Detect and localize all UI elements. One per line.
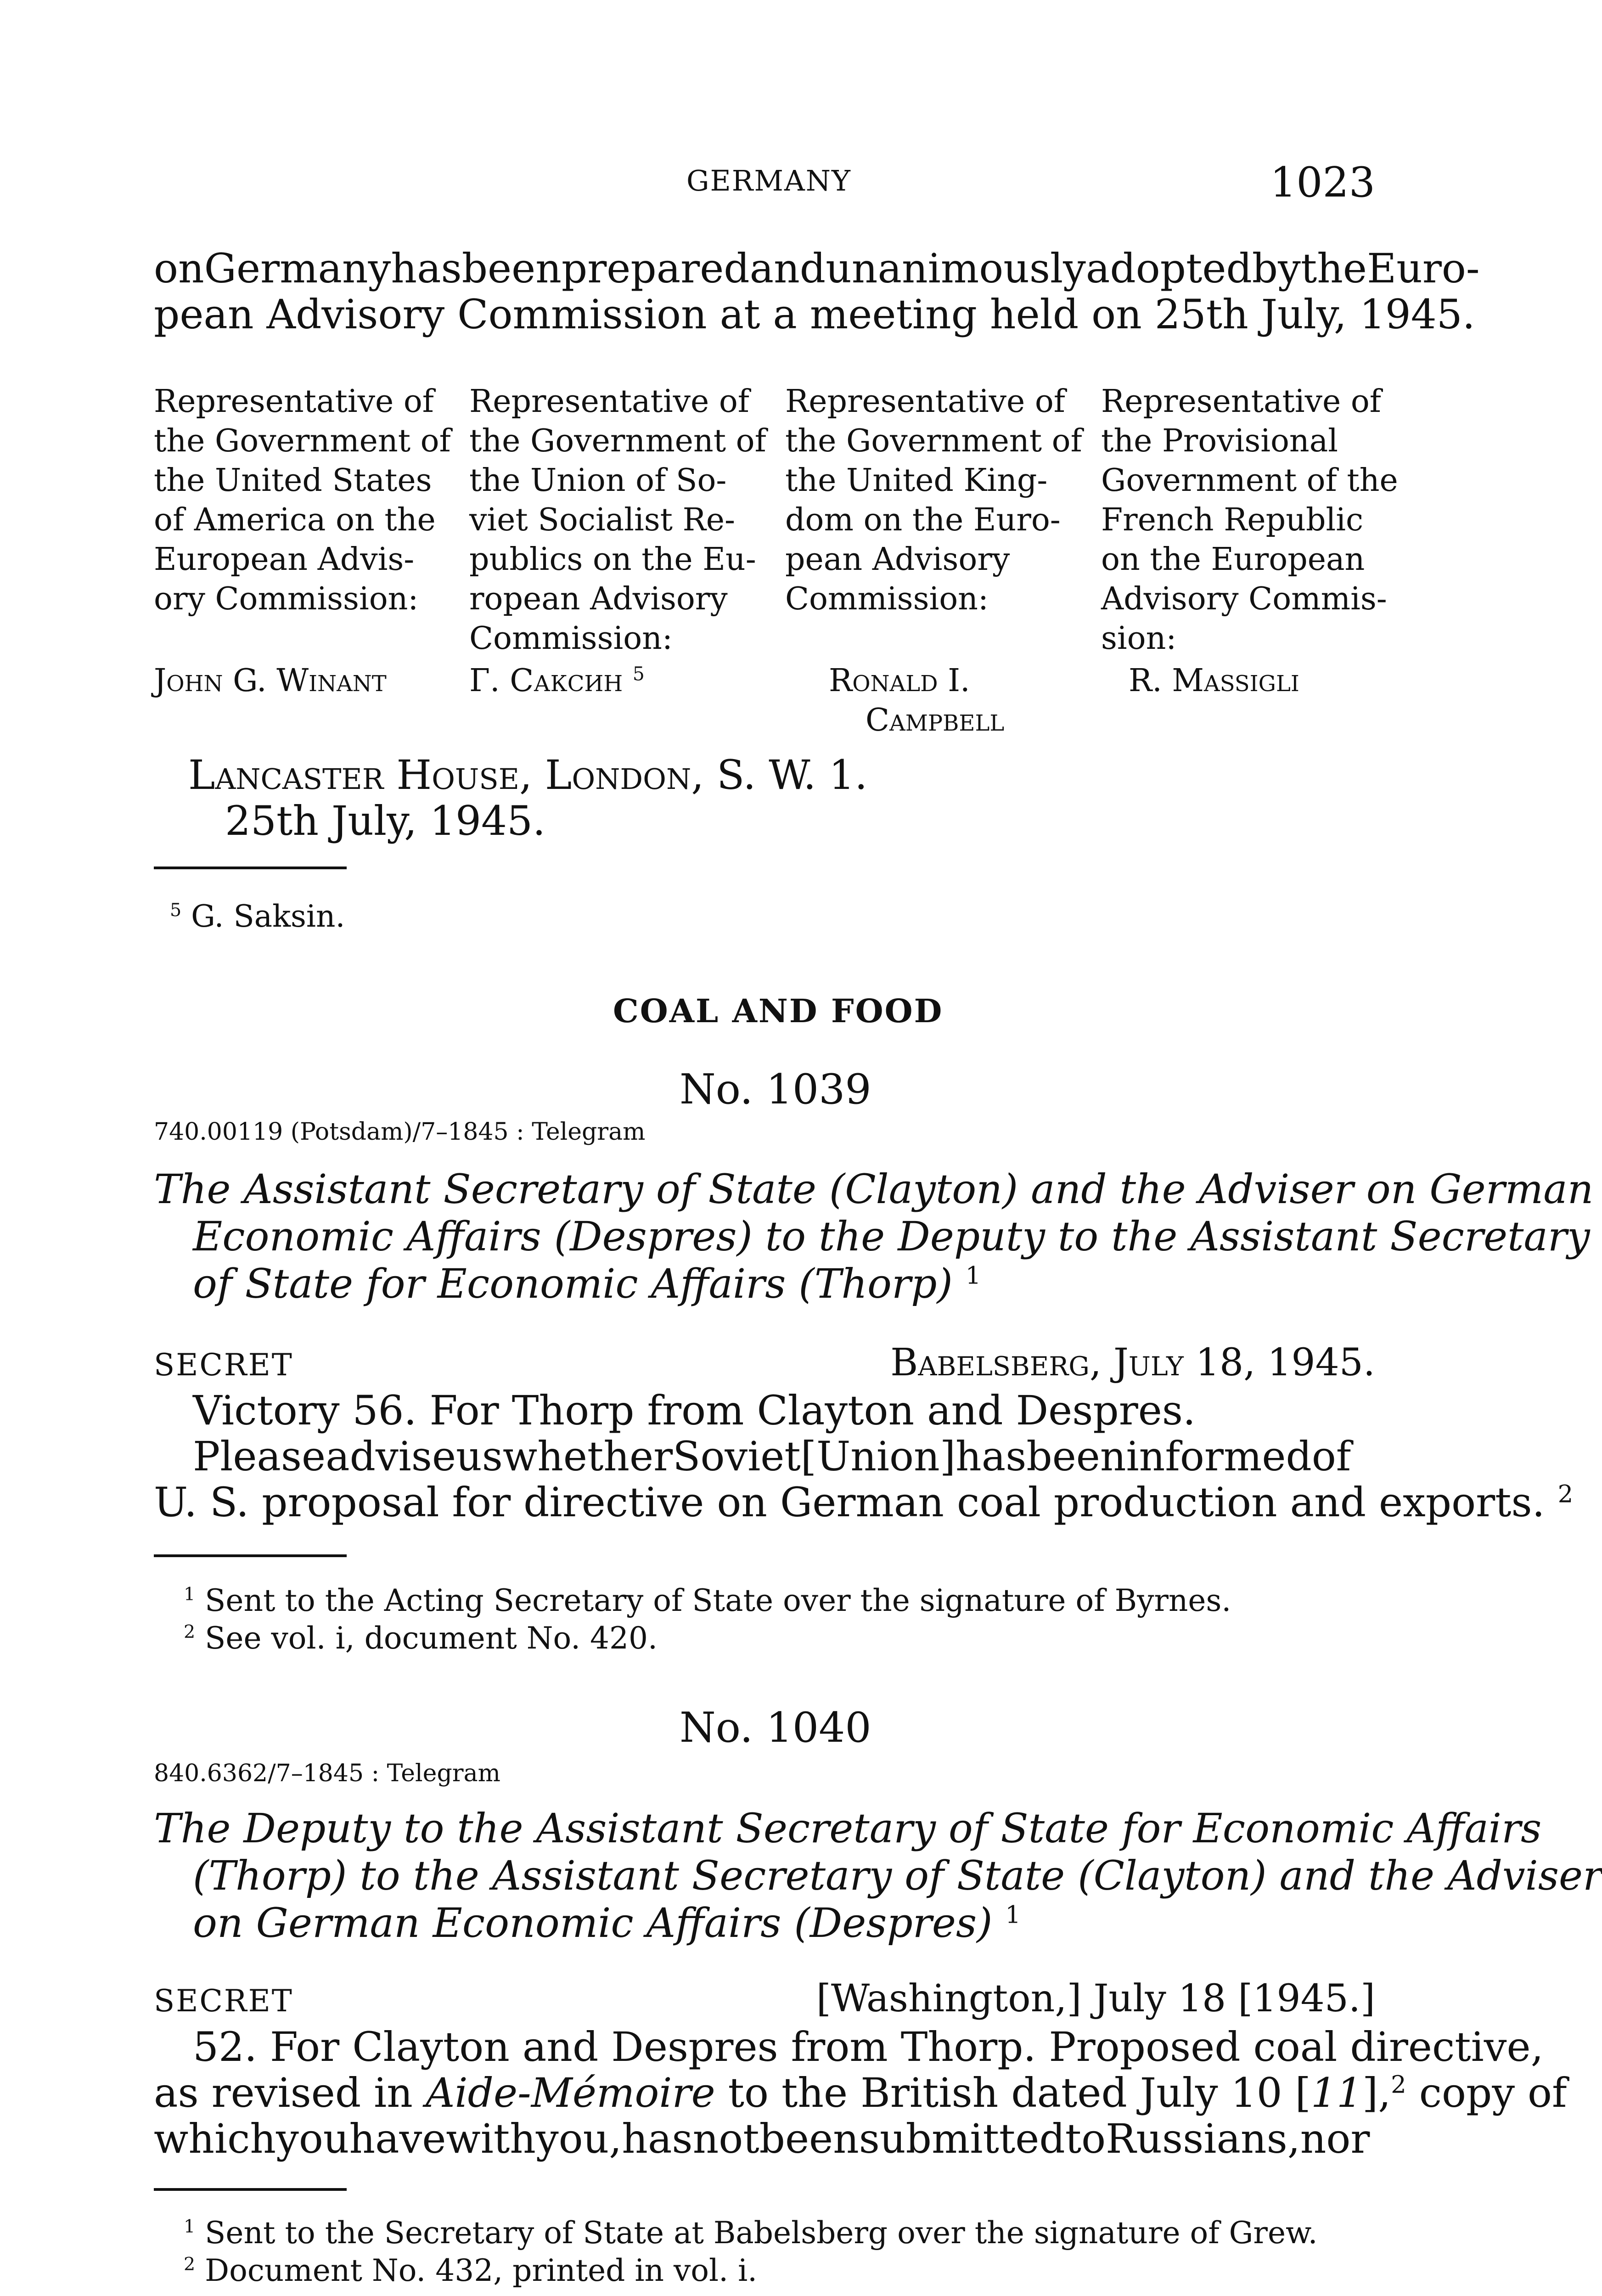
signatory-us: [154, 382, 451, 701]
signatory-text: of America on the: [154, 502, 436, 538]
footnote-marker: 2: [184, 1621, 196, 1643]
dateline-row: [154, 1977, 1375, 2023]
signatory-name-row: [469, 661, 749, 701]
intro-paragraph: [154, 245, 1480, 338]
signatory-text: on the European: [1101, 541, 1365, 578]
document-number: No. 1040: [680, 1704, 871, 1752]
signatory-text: the Union of So-: [469, 462, 727, 499]
signatory-text: ory Commission:: [154, 581, 419, 617]
running-head-title: GERMANY: [686, 164, 851, 197]
footnote-2: [184, 1620, 658, 1657]
footnote-rule: [154, 2188, 347, 2191]
signatory-text: viet Socialist Re-: [469, 502, 735, 538]
title-line: Economic Affairs (Despres) to the Deputy to the Assistant Secretary: [193, 1213, 1590, 1260]
signatory-text: pean Advisory: [785, 541, 1010, 578]
title-line: The Deputy to the Assistant Secretary of State for Economic Affairs: [154, 1805, 1542, 1852]
place-date-text: Babelsberg, July 18, 1945.: [890, 1341, 1375, 1384]
footnote-marker: 1: [965, 1261, 981, 1290]
title-line-row: [154, 1899, 1375, 1947]
signatory-text: the Government of: [154, 423, 451, 459]
document-body: [154, 2023, 1567, 2162]
body-italic: 11: [1310, 2069, 1362, 2116]
running-head: [154, 158, 1375, 214]
signatory-text: Representative of: [785, 383, 1065, 420]
signatory-text: Representative of: [1101, 383, 1381, 420]
intro-line: onGermanyhasbeenpreparedandunanimouslyadoptedbytheEuro-: [154, 245, 1480, 292]
title-line: on German Economic Affairs (Despres): [193, 1899, 993, 1947]
signatory-text: European Advis-: [154, 541, 415, 578]
section-heading: COAL AND FOOD: [613, 992, 944, 1030]
body-italic: Aide-Mémoire: [425, 2069, 715, 2116]
body-line-mixed: [154, 2069, 1567, 2116]
footnote-2: [184, 2252, 757, 2290]
footnote-text: Document No. 432, printed in vol. i.: [205, 2253, 758, 2288]
place-date: [890, 1341, 1375, 1384]
document-title: [154, 1165, 1594, 1307]
signatory-france: [1101, 382, 1398, 701]
signatory-text: Representative of: [154, 383, 434, 420]
footnote-marker: 2: [1557, 1480, 1574, 1508]
title-line: of State for Economic Affairs (Thorp): [193, 1260, 953, 1307]
footnote-rule: [154, 867, 347, 869]
signatory-text: French Republic: [1101, 502, 1364, 538]
footnote-rule: [154, 1554, 347, 1557]
dateline-row: [154, 1341, 1375, 1387]
body-text: as revised in: [154, 2069, 426, 2116]
signatory-text: Commission:: [785, 581, 989, 617]
signatory-text: the Provisional: [1101, 423, 1338, 459]
signatory-text: dom on the Euro-: [785, 502, 1061, 538]
signatory-ussr: [469, 382, 766, 701]
file-number: 740.00119 (Potsdam)/7–1845 : Telegram: [154, 1118, 646, 1146]
title-line: (Thorp) to the Assistant Secretary of State (Clayton) and the Adviser: [193, 1852, 1602, 1899]
footnote-marker: 2: [1391, 2071, 1406, 2099]
place-date: [Washington,] July 18 [1945.]: [816, 1977, 1375, 2020]
page-number: 1023: [1270, 158, 1375, 207]
signatory-text: the United King-: [785, 462, 1048, 499]
signatory-text: Commission:: [469, 620, 673, 657]
footnote-1: [184, 2214, 1318, 2252]
body-line: whichyouhavewithyou,hasnotbeensubmittedtoRussians,nor: [154, 2115, 1370, 2162]
signatory-text: Government of the: [1101, 462, 1398, 499]
footnote-marker: 5: [170, 900, 182, 921]
footnote-text: G. Saksin.: [191, 899, 345, 934]
footnote-marker: 2: [184, 2254, 196, 2275]
footnote-text: Sent to the Secretary of State at Babelsberg over the signature of Grew.: [205, 2215, 1318, 2251]
body-line: 52. For Clayton and Despres from Thorp. Proposed coal directive,: [193, 2023, 1544, 2071]
signatory-text: the Government of: [469, 423, 766, 459]
footnote-5: [170, 898, 345, 935]
classification: SECRET: [154, 1983, 293, 2019]
file-number: 840.6362/7–1845 : Telegram: [154, 1760, 500, 1787]
signatory-text: the United States: [154, 462, 432, 499]
classification: SECRET: [154, 1347, 293, 1383]
body-text: copy of: [1406, 2069, 1567, 2116]
signatory-text: Representative of: [469, 383, 749, 420]
footnote-text: See vol. i, document No. 420.: [205, 1621, 658, 1656]
body-text: to the British dated July 10 [: [715, 2069, 1311, 2116]
date-line: 25th July, 1945.: [225, 797, 545, 844]
body-text: ],: [1362, 2069, 1391, 2116]
signatory-text: sion:: [1101, 620, 1177, 657]
signatory-name: Ronald I.: [829, 663, 970, 699]
footnote-marker: 5: [632, 663, 645, 685]
signatory-name: R. Massigli: [1129, 663, 1299, 699]
place-line: Lancaster House, London, S. W. 1.: [188, 751, 868, 799]
signatory-name: John G. Winant: [154, 663, 387, 699]
footnote-text: Sent to the Acting Secretary of State over the signature of Byrnes.: [205, 1583, 1231, 1618]
signatory-text: the Government of: [785, 423, 1082, 459]
footnote-1: [184, 1582, 1231, 1620]
signatory-text: Advisory Commis-: [1101, 581, 1387, 617]
signatory-text: publics on the Eu-: [469, 541, 756, 578]
signatory-name: Г. Саксин: [469, 663, 623, 699]
document-body: [154, 1387, 1574, 1526]
body-line: PleaseadviseuswhetherSoviet[Union]hasbeeninformedof: [193, 1433, 1351, 1480]
signatory-uk: [785, 382, 1082, 740]
footnote-marker: 1: [1005, 1901, 1021, 1929]
body-line-row: [154, 1479, 1574, 1526]
body-line: Victory 56. For Thorp from Clayton and Despres.: [193, 1387, 1196, 1434]
place-date-block: [188, 752, 1198, 844]
document-number: No. 1039: [680, 1065, 871, 1114]
title-line-row: [154, 1260, 1375, 1307]
document-title: [154, 1805, 1602, 1947]
body-line: U. S. proposal for directive on German coal production and exports.: [154, 1479, 1545, 1526]
footnote-marker: 1: [184, 2216, 196, 2237]
signatory-name: Campbell: [866, 702, 1005, 738]
title-line: The Assistant Secretary of State (Clayton) and the Adviser on German: [154, 1165, 1594, 1213]
intro-line: pean Advisory Commission at a meeting held on 25th July, 1945.: [154, 291, 1475, 338]
footnote-marker: 1: [184, 1584, 196, 1605]
signatory-text: ropean Advisory: [469, 581, 728, 617]
